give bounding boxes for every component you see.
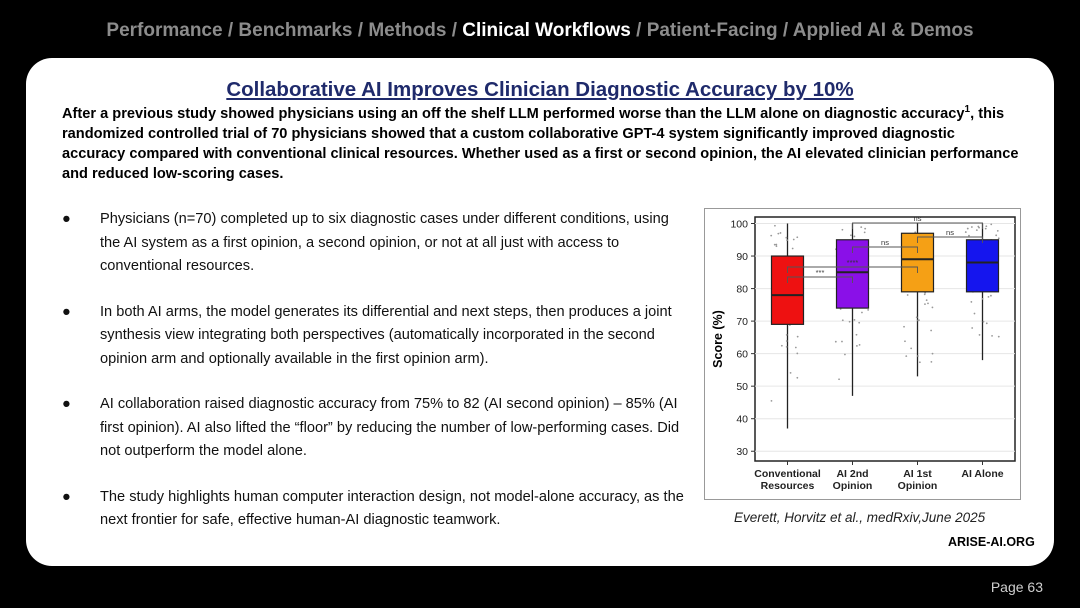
x-category-label: AI 2nd [836, 468, 869, 480]
data-point [864, 231, 866, 233]
data-point [777, 233, 779, 235]
nav-separator: / [222, 20, 239, 41]
data-point [858, 322, 860, 324]
data-point [841, 341, 843, 343]
data-point [860, 226, 862, 228]
bullet-dot: ● [62, 211, 71, 227]
data-point [919, 361, 921, 363]
data-point [924, 293, 926, 295]
summary-text-part2: , this randomized controlled trial of 70 physicians showed that a custom collaborative GPT-4 system significantly improved diagnostic accuracy compared with conventional clinical resources. Whether used as a first or second opinion, the AI elevated clinician performance and reduced low-scoring cases. [62, 106, 1019, 182]
data-point [854, 236, 856, 238]
boxplot-svg [705, 209, 1020, 499]
data-point [917, 355, 919, 357]
summary-text-part1: After a previous study showed physicians using an off the shelf LLM performed worse than the LLM alone on diagnostic accuracy [62, 106, 965, 122]
x-category-label: AI Alone [961, 468, 1004, 480]
data-point [918, 319, 920, 321]
data-point [849, 321, 851, 323]
nav-item-performance[interactable]: Performance [106, 20, 223, 41]
data-point [986, 322, 988, 324]
x-category-label: Conventional [754, 468, 821, 480]
data-point [785, 237, 787, 239]
data-point [998, 237, 1000, 239]
data-point [775, 244, 777, 246]
data-point [796, 236, 798, 238]
data-point [780, 232, 782, 234]
data-point [781, 345, 783, 347]
data-point [932, 353, 934, 355]
significance-label: **** [846, 258, 859, 267]
data-point [982, 298, 984, 300]
data-point [985, 225, 987, 227]
data-point [930, 330, 932, 332]
data-point [926, 299, 928, 301]
nav-item-patient-facing[interactable]: Patient-Facing [646, 20, 778, 41]
data-point [997, 230, 999, 232]
data-point [796, 377, 798, 379]
data-point [854, 319, 856, 321]
data-point [976, 229, 978, 231]
data-point [991, 335, 993, 337]
y-axis-label: Score (%) [711, 310, 725, 368]
data-point [842, 319, 844, 321]
data-point [774, 225, 776, 227]
data-point [998, 336, 1000, 338]
nav-item-benchmarks[interactable]: Benchmarks [238, 20, 353, 41]
section-nav [0, 20, 1080, 42]
data-point [977, 226, 979, 228]
y-tick-label: 50 [736, 381, 748, 394]
data-point [967, 228, 969, 230]
data-point [927, 302, 929, 304]
data-point [771, 400, 773, 402]
x-category-label: Opinion [832, 480, 873, 492]
data-point [795, 347, 797, 349]
nav-separator: / [630, 20, 647, 41]
bullet-item [62, 486, 692, 533]
data-point [990, 295, 992, 297]
data-point [924, 303, 926, 305]
data-point [838, 378, 840, 380]
data-point [968, 235, 970, 237]
bullet-text: In both AI arms, the model generates its differential and next steps, then produces a joint synthesis view integrating both perspectives (automatically incorporated in the second opinion arm and optionally available in the first opinion arm). [100, 303, 672, 367]
bullet-item [62, 393, 692, 464]
significance-label: ns [946, 228, 954, 237]
data-point [797, 336, 799, 338]
data-point [786, 340, 788, 342]
data-point [910, 347, 912, 349]
data-point [861, 312, 863, 314]
data-point [932, 307, 934, 309]
data-point [786, 239, 788, 241]
data-point [983, 321, 985, 323]
data-point [770, 235, 772, 237]
data-point [856, 345, 858, 347]
data-point [786, 334, 788, 336]
significance-label: ns [913, 214, 922, 223]
bullet-text: The study highlights human computer interaction design, not model-alone accuracy, as the next frontier for safe, effective human-AI diagnostic teamwork. [100, 488, 684, 528]
bullet-text: Physicians (n=70) completed up to six diagnostic cases under different conditions, using the AI system as a first opinion, a second opinion, or not at all just with access to conventional resources. [100, 211, 669, 274]
data-point [776, 245, 778, 247]
data-point [974, 313, 976, 315]
nav-item-applied-ai-demos[interactable]: Applied AI & Demos [792, 20, 974, 41]
y-tick-label: 30 [736, 446, 748, 459]
nav-item-clinical-workflows[interactable]: Clinical Workflows [462, 20, 631, 41]
data-point [990, 223, 992, 225]
data-point [965, 231, 967, 233]
footnote-marker: 1 [964, 104, 971, 116]
x-category-label: Opinion [897, 480, 938, 492]
data-point [905, 355, 907, 357]
nav-item-methods[interactable]: Methods [368, 20, 447, 41]
bullet-item [62, 208, 692, 279]
significance-label: ns [881, 238, 889, 247]
y-tick-label: 100 [730, 218, 748, 231]
y-tick-label: 40 [736, 413, 748, 426]
data-point [979, 334, 981, 336]
box-iqr [967, 240, 999, 292]
data-point [916, 316, 918, 318]
data-point [930, 361, 932, 363]
significance-label: *** [815, 268, 825, 277]
data-point [796, 353, 798, 355]
y-tick-label: 60 [736, 348, 748, 361]
bullet-list [62, 208, 692, 555]
summary-paragraph [62, 104, 1022, 184]
data-point [790, 372, 792, 374]
bullet-dot: ● [62, 303, 71, 320]
data-point [904, 340, 906, 342]
data-point [774, 244, 776, 246]
data-point [850, 234, 852, 236]
data-point [793, 239, 795, 241]
boxplot-chart [704, 208, 1021, 500]
page-number: Page 63 [990, 579, 1043, 595]
data-point [786, 346, 788, 348]
data-point [903, 326, 905, 328]
data-point [835, 341, 837, 343]
data-point [867, 309, 869, 311]
data-point [844, 354, 846, 356]
data-point [792, 248, 794, 250]
data-point [971, 226, 973, 228]
citation: Everett, Horvitz et al., medRxiv,June 2025 [734, 510, 986, 525]
x-category-label: AI 1st [903, 468, 932, 480]
slide-title: Collaborative AI Improves Clinician Diagnostic Accuracy by 10% [226, 78, 854, 101]
nav-separator: / [446, 20, 463, 41]
data-point [859, 344, 861, 346]
slide-card [26, 58, 1054, 566]
data-point [988, 296, 990, 298]
data-point [907, 294, 909, 296]
data-point [856, 334, 858, 336]
box-iqr [772, 256, 804, 324]
data-point [985, 228, 987, 230]
nav-separator: / [352, 20, 369, 41]
data-point [864, 228, 866, 230]
x-category-label: Resources [760, 480, 815, 492]
data-point [842, 229, 844, 231]
bullet-item [62, 301, 692, 372]
bullet-text: AI collaboration raised diagnostic accuracy from 75% to 82 (AI second opinion) – 85% (AI first opinion). AI also lifted the “floor” by reducing the number of low-performing cases. Did not outperform the model alone. [100, 396, 680, 459]
bullet-dot: ● [62, 396, 71, 412]
brand-label: ARISE-AI.ORG [948, 535, 1035, 549]
bullet-dot: ● [62, 488, 71, 505]
data-point [970, 301, 972, 303]
data-point [971, 327, 973, 329]
y-tick-label: 90 [736, 251, 748, 264]
nav-separator: / [777, 20, 793, 41]
y-tick-label: 70 [736, 316, 748, 329]
data-point [995, 234, 997, 236]
y-tick-label: 80 [736, 283, 748, 296]
